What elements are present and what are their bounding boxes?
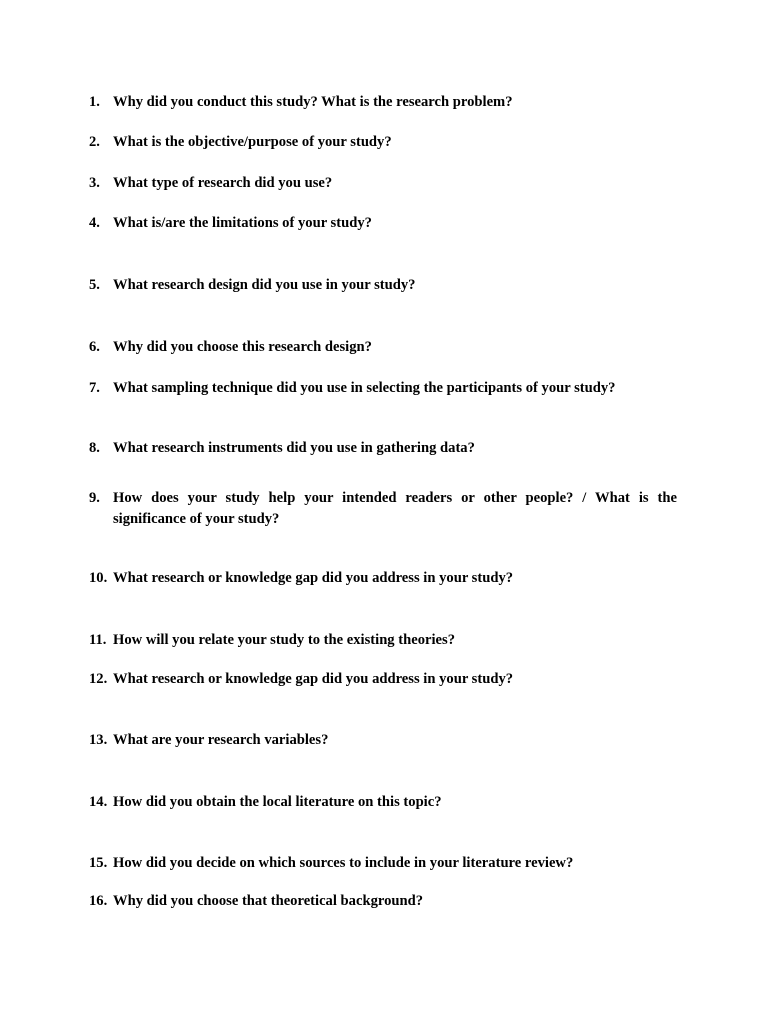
question-4 (89, 213, 677, 234)
question-text: Why did you choose that theoretical background? (113, 893, 424, 909)
question-16 (89, 891, 677, 912)
question-number: 14. (89, 794, 108, 810)
question-number: 12. (89, 671, 108, 687)
question-text: What research or knowledge gap did you address in your study? (113, 671, 514, 687)
question-14 (89, 792, 677, 813)
question-number: 16. (89, 893, 108, 909)
question-number: 5. (89, 277, 100, 293)
question-number: 2. (89, 134, 100, 150)
question-number: 3. (89, 175, 100, 191)
question-text: How does your study help your intended readers or other people? / What is the significance of your study? (113, 490, 677, 527)
question-text: What research design did you use in your study? (113, 277, 416, 293)
question-number: 7. (89, 380, 100, 396)
question-text: What research instruments did you use in gathering data? (113, 440, 475, 456)
question-7 (89, 378, 677, 399)
question-number: 4. (89, 215, 100, 231)
question-number: 1. (89, 94, 100, 110)
question-number: 6. (89, 339, 100, 355)
question-text: How did you obtain the local literature on this topic? (113, 794, 442, 810)
question-number: 15. (89, 855, 108, 871)
question-text: What are your research variables? (113, 732, 329, 748)
question-13 (89, 730, 677, 751)
question-9 (89, 488, 677, 530)
question-text: What is/are the limitations of your study? (113, 215, 372, 231)
question-text: Why did you choose this research design? (113, 339, 372, 355)
question-10 (89, 568, 677, 589)
question-number: 10. (89, 570, 108, 586)
question-12 (89, 669, 677, 690)
question-number: 8. (89, 440, 100, 456)
question-1 (89, 92, 677, 113)
question-text: How did you decide on which sources to include in your literature review? (113, 855, 574, 871)
question-text: What type of research did you use? (113, 175, 333, 191)
question-number: 11. (89, 632, 107, 648)
question-6 (89, 337, 677, 358)
question-text: What is the objective/purpose of your study? (113, 134, 392, 150)
question-15 (89, 853, 677, 874)
question-text: Why did you conduct this study? What is the research problem? (113, 94, 513, 110)
question-number: 9. (89, 490, 100, 506)
question-number: 13. (89, 732, 108, 748)
question-text: What sampling technique did you use in selecting the participants of your study? (113, 380, 616, 396)
question-text: What research or knowledge gap did you address in your study? (113, 570, 514, 586)
question-3 (89, 173, 677, 194)
question-11 (89, 630, 677, 651)
question-2 (89, 132, 677, 153)
question-5 (89, 275, 677, 296)
question-text: How will you relate your study to the existing theories? (113, 632, 455, 648)
question-8 (89, 438, 677, 459)
